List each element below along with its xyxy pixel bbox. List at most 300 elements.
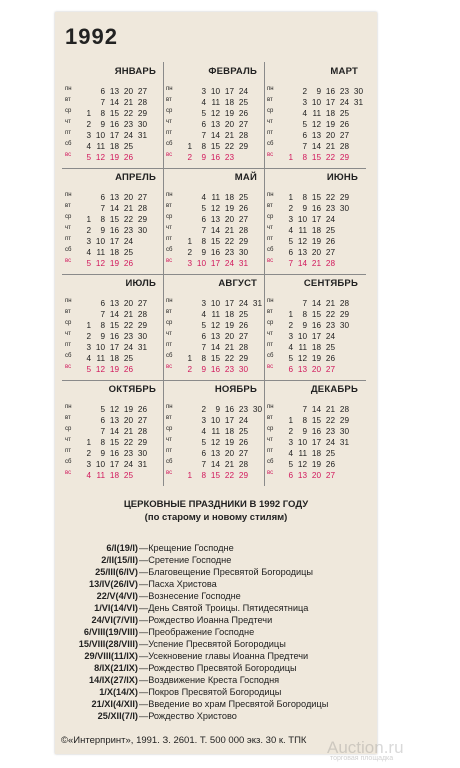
day-cell: 4 (86, 142, 91, 151)
day-cell: 6 (288, 471, 293, 480)
week-row (178, 296, 262, 307)
holiday-row (55, 578, 377, 590)
day-cell: 27 (325, 365, 335, 374)
day-cell: 1 (86, 321, 91, 330)
day-cell: 18 (311, 226, 321, 235)
day-cell: 23 (224, 153, 234, 162)
week-row (77, 402, 147, 413)
day-cell: 6 (100, 299, 105, 308)
holiday-name: —Сретение Господне (139, 555, 232, 565)
weekday-label: вс (267, 364, 274, 370)
day-cell: 20 (325, 131, 335, 140)
week-row (178, 307, 262, 318)
day-cell: 17 (311, 332, 321, 341)
day-cell: 4 (201, 427, 206, 436)
month-block (63, 380, 162, 486)
day-cell: 13 (311, 131, 321, 140)
day-cell: 4 (302, 109, 307, 118)
weekday-label: ср (65, 426, 72, 432)
day-cell: 27 (137, 299, 147, 308)
weekday-labels (65, 190, 72, 267)
day-cell: 18 (109, 248, 119, 257)
day-cell: 23 (325, 321, 335, 330)
year-title: 1992 (65, 24, 118, 49)
day-cell: 23 (224, 248, 234, 257)
month-name: ИЮНЬ (326, 172, 358, 183)
holiday-date: 29/VIII(11/IX) (84, 651, 138, 661)
day-cell: 27 (137, 416, 147, 425)
day-cell: 28 (137, 310, 147, 319)
day-cell: 19 (109, 153, 119, 162)
day-cell: 31 (339, 438, 349, 447)
holidays-title: ЦЕРКОВНЫЕ ПРАЗДНИКИ В 1992 ГОДУ (123, 499, 309, 510)
day-cell: 17 (109, 343, 119, 352)
weekday-labels (267, 402, 274, 479)
day-cell: 8 (302, 153, 307, 162)
day-cell: 8 (302, 310, 307, 319)
day-cell: 31 (137, 131, 147, 140)
day-cell: 2 (201, 405, 206, 414)
week-row (279, 201, 349, 212)
day-cell: 10 (95, 237, 105, 246)
day-cell: 1 (187, 471, 192, 480)
day-cell: 11 (312, 109, 321, 118)
day-cell: 29 (238, 471, 248, 480)
weekday-label: пн (166, 298, 173, 304)
day-cell: 9 (201, 365, 206, 374)
holiday-row (55, 710, 377, 722)
weekday-label: вт (65, 97, 71, 103)
holidays-subtitle: (по старому и новому стилям) (144, 512, 288, 523)
weekday-label: чт (65, 225, 71, 231)
holiday-date: 6/I(19/I) (106, 543, 138, 553)
day-cell: 15 (109, 215, 119, 224)
weekday-label: вт (166, 309, 172, 315)
month-block (63, 168, 162, 274)
holiday-row (55, 638, 377, 650)
holiday-name: —Введение во храм Пресвятой Богородицы (139, 699, 329, 709)
week-row (279, 318, 349, 329)
weekday-label: ср (65, 214, 72, 220)
day-cell: 3 (201, 416, 206, 425)
week-row (178, 84, 248, 95)
weekday-label: сб (267, 247, 274, 253)
day-cell: 24 (325, 215, 335, 224)
day-cell: 24 (123, 460, 133, 469)
week-row (178, 106, 248, 117)
holiday-date: 25/XII(7/I) (97, 711, 138, 721)
holiday-row (55, 626, 377, 638)
day-cell: 15 (311, 193, 321, 202)
day-cell: 1 (187, 354, 192, 363)
month-block (164, 62, 263, 168)
holiday-row (55, 674, 377, 686)
day-cell: 7 (201, 343, 206, 352)
day-cell: 21 (325, 142, 335, 151)
day-cell: 2 (86, 449, 91, 458)
day-cell: 21 (224, 460, 234, 469)
day-cell: 22 (325, 416, 335, 425)
weekday-label: вс (65, 470, 72, 476)
day-cell: 9 (201, 248, 206, 257)
day-cell: 30 (353, 87, 363, 96)
day-cell: 19 (224, 109, 234, 118)
day-cell: 12 (210, 109, 220, 118)
day-cell: 24 (123, 237, 133, 246)
weekday-label: вс (65, 152, 72, 158)
weekday-label: чт (166, 331, 172, 337)
day-cell: 19 (325, 120, 335, 129)
month-name: МАРТ (330, 66, 358, 77)
month-name: СЕНТЯБРЬ (303, 278, 358, 289)
day-cell: 12 (109, 405, 119, 414)
weekday-label: сб (65, 353, 72, 359)
day-cell: 21 (311, 259, 321, 268)
day-cell: 3 (86, 343, 91, 352)
weekday-label: ср (65, 108, 72, 114)
day-rows (178, 84, 248, 161)
day-cell: 10 (196, 259, 206, 268)
day-cell: 1 (288, 416, 293, 425)
day-cell: 19 (109, 259, 119, 268)
day-rows (77, 190, 147, 267)
day-cell: 6 (288, 248, 293, 257)
day-cell: 26 (238, 438, 248, 447)
day-cell: 19 (224, 204, 234, 213)
day-cell: 5 (201, 321, 206, 330)
holiday-name: —День Святой Троицы. Пятидесятница (139, 603, 309, 613)
day-cell: 12 (297, 237, 307, 246)
day-cell: 13 (109, 193, 119, 202)
day-cell: 26 (325, 237, 335, 246)
day-cell: 30 (339, 427, 349, 436)
holiday-date: 1/X(14/X) (99, 687, 138, 697)
week-row (77, 468, 147, 479)
day-rows (77, 296, 147, 373)
week-row (77, 84, 147, 95)
day-cell: 12 (311, 120, 321, 129)
day-cell: 29 (137, 215, 147, 224)
day-cell: 17 (109, 237, 119, 246)
weekday-label: вт (65, 415, 71, 421)
imprint-footer: ©«Интерпринт», 1991. З. 2601. Т. 500 000 экз. 30 к. ТПК (61, 735, 307, 746)
day-cell: 11 (96, 248, 105, 257)
day-rows (77, 84, 147, 161)
week-row (178, 245, 248, 256)
week-row (77, 234, 147, 245)
day-cell: 6 (302, 131, 307, 140)
month-name: ОКТЯБРЬ (108, 384, 156, 395)
day-cell: 13 (109, 416, 119, 425)
day-cell: 16 (311, 427, 321, 436)
day-cell: 7 (302, 142, 307, 151)
month-name: ИЮЛЬ (125, 278, 156, 289)
day-cell: 19 (123, 405, 133, 414)
week-row (178, 190, 248, 201)
day-cell: 6 (100, 416, 105, 425)
week-row (77, 424, 147, 435)
day-cell: 28 (339, 405, 349, 414)
week-row (279, 234, 349, 245)
day-cell: 9 (100, 449, 105, 458)
day-cell: 31 (252, 299, 262, 308)
weekday-label: чт (166, 119, 172, 125)
day-cell: 21 (224, 131, 234, 140)
day-cell: 30 (137, 449, 147, 458)
day-cell: 25 (238, 98, 248, 107)
weekday-labels (267, 296, 274, 373)
day-cell: 22 (123, 215, 133, 224)
day-cell: 16 (109, 332, 119, 341)
day-cell: 26 (137, 405, 147, 414)
weekday-label: пт (267, 448, 273, 454)
day-cell: 17 (210, 259, 220, 268)
day-cell: 22 (325, 310, 335, 319)
day-cell: 24 (224, 259, 234, 268)
day-cell: 14 (210, 131, 220, 140)
week-row (77, 351, 147, 362)
month-block (164, 380, 263, 486)
day-cell: 20 (311, 248, 321, 257)
weekday-label: пт (267, 236, 273, 242)
day-cell: 4 (86, 248, 91, 257)
week-row (279, 424, 349, 435)
day-cell: 20 (224, 215, 234, 224)
day-cell: 10 (210, 299, 220, 308)
day-cell: 15 (109, 321, 119, 330)
holiday-name: —Усекновение главы Иоанна Предтечи (139, 651, 309, 661)
day-cell: 8 (100, 321, 105, 330)
month-block (63, 274, 162, 380)
day-cell: 18 (224, 193, 234, 202)
week-row (77, 435, 147, 446)
holiday-date: 22/V(4/VI) (96, 591, 138, 601)
holiday-name: —Благовещение Пресвятой Богородицы (139, 567, 314, 577)
day-cell: 16 (109, 226, 119, 235)
weekday-label: пт (267, 342, 273, 348)
day-cell: 8 (201, 237, 206, 246)
month-block (265, 274, 364, 380)
weekday-labels (65, 296, 72, 373)
weekday-label: сб (267, 353, 274, 359)
day-cell: 11 (96, 142, 105, 151)
day-cell: 5 (201, 204, 206, 213)
weekday-label: чт (65, 331, 71, 337)
day-cell: 9 (302, 321, 307, 330)
day-cell: 22 (224, 237, 234, 246)
day-rows (178, 190, 248, 267)
weekday-label: чт (166, 225, 172, 231)
week-row (279, 139, 363, 150)
week-row (279, 190, 349, 201)
day-cell: 9 (100, 226, 105, 235)
day-cell: 24 (123, 343, 133, 352)
holiday-name: —Пасха Христова (139, 579, 217, 589)
day-cell: 13 (109, 87, 119, 96)
week-row (178, 150, 248, 161)
week-row (178, 362, 262, 373)
day-cell: 7 (100, 98, 105, 107)
day-cell: 26 (123, 153, 133, 162)
weekday-label: пн (267, 298, 274, 304)
day-cell: 28 (137, 204, 147, 213)
day-cell: 6 (201, 449, 206, 458)
day-cell: 18 (109, 354, 119, 363)
day-cell: 12 (95, 153, 105, 162)
day-cell: 26 (325, 354, 335, 363)
holiday-row (55, 590, 377, 602)
day-cell: 11 (96, 471, 105, 480)
day-cell: 5 (288, 460, 293, 469)
day-cell: 18 (224, 427, 234, 436)
day-cell: 17 (224, 416, 234, 425)
week-row (279, 212, 349, 223)
week-row (279, 117, 363, 128)
day-rows (279, 402, 349, 479)
week-row (178, 402, 262, 413)
week-row (77, 106, 147, 117)
day-cell: 16 (109, 120, 119, 129)
day-cell: 8 (100, 438, 105, 447)
day-cell: 27 (238, 215, 248, 224)
day-cell: 4 (288, 449, 293, 458)
day-cell: 11 (298, 449, 307, 458)
day-cell: 30 (137, 332, 147, 341)
day-cell: 16 (311, 204, 321, 213)
month-block (265, 168, 364, 274)
day-cell: 23 (224, 365, 234, 374)
week-row (279, 106, 363, 117)
week-row (77, 256, 147, 267)
week-row (279, 413, 349, 424)
day-cell: 3 (201, 87, 206, 96)
day-cell: 14 (109, 98, 119, 107)
day-cell: 15 (109, 438, 119, 447)
holiday-row (55, 554, 377, 566)
day-cell: 23 (123, 226, 133, 235)
day-cell: 16 (210, 153, 220, 162)
day-cell: 2 (187, 153, 192, 162)
day-cell: 22 (325, 193, 335, 202)
day-cell: 14 (311, 299, 321, 308)
day-cell: 8 (302, 193, 307, 202)
week-row (77, 223, 147, 234)
day-cell: 9 (302, 427, 307, 436)
day-cell: 10 (297, 215, 307, 224)
day-cell: 1 (288, 193, 293, 202)
day-cell: 29 (339, 153, 349, 162)
month-block (164, 168, 263, 274)
holiday-date: 8/IX(21/IX) (94, 663, 138, 673)
weekday-label: вс (267, 258, 274, 264)
holiday-name: —Преображение Господне (139, 627, 255, 637)
weekday-label: пт (166, 130, 172, 136)
day-cell: 6 (100, 87, 105, 96)
day-cell: 30 (339, 204, 349, 213)
month-grid (62, 62, 366, 486)
weekday-label: сб (166, 247, 173, 253)
day-cell: 29 (137, 438, 147, 447)
day-cell: 25 (325, 226, 335, 235)
day-cell: 18 (109, 471, 119, 480)
day-cell: 10 (297, 332, 307, 341)
day-cell: 11 (298, 343, 307, 352)
day-cell: 7 (302, 405, 307, 414)
day-cell: 3 (86, 460, 91, 469)
day-cell: 8 (201, 471, 206, 480)
day-cell: 9 (302, 204, 307, 213)
day-cell: 18 (224, 310, 234, 319)
day-cell: 7 (100, 427, 105, 436)
day-cell: 28 (137, 98, 147, 107)
day-cell: 2 (288, 204, 293, 213)
day-cell: 17 (224, 87, 234, 96)
week-row (77, 457, 147, 468)
day-cell: 30 (137, 120, 147, 129)
day-cell: 12 (95, 259, 105, 268)
week-row (77, 340, 147, 351)
day-cell: 18 (311, 449, 321, 458)
day-cell: 30 (252, 405, 262, 414)
weekday-labels (166, 190, 173, 267)
day-cell: 12 (210, 204, 220, 213)
day-rows (279, 84, 363, 161)
day-rows (279, 296, 349, 373)
day-cell: 8 (100, 215, 105, 224)
month-name: АВГУСТ (218, 278, 257, 289)
weekday-label: чт (166, 437, 172, 443)
day-cell: 20 (224, 120, 234, 129)
day-cell: 25 (238, 310, 248, 319)
weekday-label: пн (166, 86, 173, 92)
day-cell: 23 (123, 449, 133, 458)
month-block (265, 380, 364, 486)
day-cell: 28 (325, 259, 335, 268)
day-cell: 19 (109, 365, 119, 374)
day-cell: 27 (339, 131, 349, 140)
week-row (178, 351, 262, 362)
day-cell: 2 (187, 248, 192, 257)
day-cell: 22 (123, 321, 133, 330)
week-row (279, 150, 363, 161)
day-cell: 1 (86, 438, 91, 447)
day-cell: 7 (201, 460, 206, 469)
holiday-row (55, 602, 377, 614)
day-cell: 9 (100, 332, 105, 341)
week-row (279, 95, 363, 106)
weekday-label: пт (166, 342, 172, 348)
weekday-label: ср (166, 108, 173, 114)
day-cell: 24 (123, 131, 133, 140)
day-cell: 3 (288, 215, 293, 224)
day-cell: 31 (238, 259, 248, 268)
day-cell: 7 (100, 204, 105, 213)
weekday-label: вс (166, 258, 173, 264)
day-cell: 3 (288, 438, 293, 447)
week-row (279, 457, 349, 468)
day-cell: 10 (95, 460, 105, 469)
day-cell: 29 (137, 321, 147, 330)
weekday-label: ср (166, 214, 173, 220)
day-cell: 17 (311, 438, 321, 447)
day-cell: 15 (109, 109, 119, 118)
day-cell: 5 (86, 259, 91, 268)
weekday-label: ср (267, 320, 274, 326)
day-cell: 13 (210, 449, 220, 458)
week-row (178, 139, 248, 150)
day-cell: 25 (123, 142, 133, 151)
weekday-label: вт (65, 309, 71, 315)
